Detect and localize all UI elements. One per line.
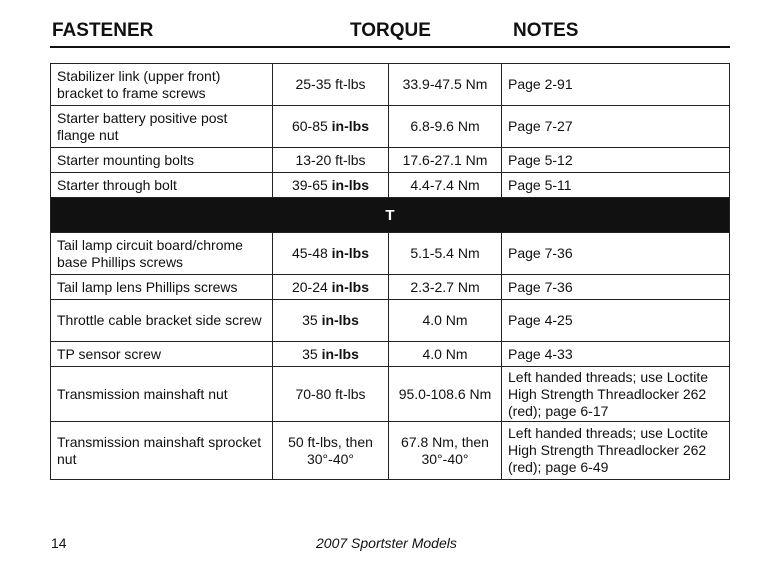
fastener-cell: Tail lamp circuit board/chrome base Phillips screws (51, 233, 273, 275)
notes-cell: Page 2-91 (502, 64, 730, 106)
torque-ftlb-cell (273, 342, 389, 367)
torque-unit: ft-lbs (335, 76, 366, 92)
notes-cell: Page 5-12 (502, 148, 730, 173)
torque-nm-cell: 6.8-9.6 Nm (389, 106, 502, 148)
header-notes: NOTES (513, 20, 579, 41)
torque-ftlb-cell (273, 106, 389, 148)
notes-cell: Page 7-36 (502, 233, 730, 275)
torque-unit: in-lbs (321, 312, 359, 328)
torque-unit: in-lbs (331, 118, 370, 134)
notes-cell: Page 4-25 (502, 300, 730, 342)
torque-nm-cell: 33.9-47.5 Nm (389, 64, 502, 106)
torque-unit: ft-lbs (335, 151, 366, 168)
table-row (51, 342, 730, 367)
column-header-bar (50, 16, 730, 48)
torque-ftlb-cell (273, 275, 389, 300)
fastener-cell: Starter mounting bolts (51, 148, 273, 173)
torque-value: 60-85 (291, 118, 328, 134)
notes-cell: Page 5-11 (502, 173, 730, 198)
page-number: 14 (51, 535, 67, 551)
table-row (51, 233, 730, 275)
fastener-cell: Transmission mainshaft sprocket nut (51, 422, 273, 480)
footer-title: 2007 Sportster Models (316, 535, 457, 551)
fastener-cell: Stabilizer link (upper front) bracket to frame screws (51, 64, 273, 106)
table-row (51, 422, 730, 480)
table-row (51, 64, 730, 106)
torque-nm-cell: 5.1-5.4 Nm (389, 233, 502, 275)
torque-ftlb-cell (273, 367, 389, 422)
table-row (51, 106, 730, 148)
torque-value: 13-20 (295, 151, 332, 168)
fastener-cell: Starter battery positive post flange nut (51, 106, 273, 148)
table-row (51, 148, 730, 173)
torque-value: 20-24 (291, 278, 328, 295)
section-label: T (51, 198, 730, 233)
torque-unit: in-lbs (331, 278, 370, 295)
torque-ftlb-cell (273, 300, 389, 342)
torque-spec-table (50, 63, 730, 480)
fastener-cell: TP sensor screw (51, 342, 273, 367)
torque-value: 50 (288, 433, 304, 450)
notes-cell: Left handed threads; use Loctite High Strength Threadlocker 262 (red); page 6-17 (502, 367, 730, 422)
table-row (51, 173, 730, 198)
table-row (51, 300, 730, 342)
torque-nm-cell: 2.3-2.7 Nm (389, 275, 502, 300)
torque-nm-cell: 95.0-108.6 Nm (389, 367, 502, 422)
table-row (51, 275, 730, 300)
fastener-cell: Starter through bolt (51, 173, 273, 198)
torque-unit: ft-lbs, then 30°-40° (306, 433, 373, 467)
header-torque: TORQUE (350, 20, 431, 41)
torque-value: 35 (302, 312, 318, 328)
notes-cell: Page 7-27 (502, 106, 730, 148)
torque-ftlb-cell (273, 148, 389, 173)
torque-ftlb-cell (273, 64, 389, 106)
torque-value: 70-80 (295, 385, 332, 402)
table-row (51, 367, 730, 422)
torque-value: 45-48 (291, 245, 328, 261)
torque-unit: in-lbs (331, 245, 370, 261)
torque-ftlb-cell (273, 422, 389, 480)
torque-unit: in-lbs (321, 345, 359, 362)
notes-cell: Page 4-33 (502, 342, 730, 367)
torque-nm-cell: 4.0 Nm (389, 300, 502, 342)
fastener-cell: Tail lamp lens Phillips screws (51, 275, 273, 300)
header-fastener: FASTENER (52, 20, 154, 41)
torque-nm-cell: 4.4-7.4 Nm (389, 173, 502, 198)
torque-spec-table-body (51, 64, 730, 480)
torque-nm-cell: 67.8 Nm, then 30°-40° (389, 422, 502, 480)
notes-cell: Left handed threads; use Loctite High Strength Threadlocker 262 (red); page 6-49 (502, 422, 730, 480)
notes-cell: Page 7-36 (502, 275, 730, 300)
torque-ftlb-cell (273, 233, 389, 275)
torque-nm-cell: 4.0 Nm (389, 342, 502, 367)
torque-nm-cell: 17.6-27.1 Nm (389, 148, 502, 173)
torque-value: 39-65 (291, 176, 328, 193)
fastener-cell: Throttle cable bracket side screw (51, 300, 273, 342)
torque-value: 25-35 (295, 76, 332, 92)
torque-value: 35 (302, 345, 318, 362)
torque-unit: ft-lbs (335, 385, 366, 402)
torque-unit: in-lbs (331, 176, 370, 193)
torque-ftlb-cell (273, 173, 389, 198)
section-divider-row (51, 198, 730, 233)
fastener-cell: Transmission mainshaft nut (51, 367, 273, 422)
